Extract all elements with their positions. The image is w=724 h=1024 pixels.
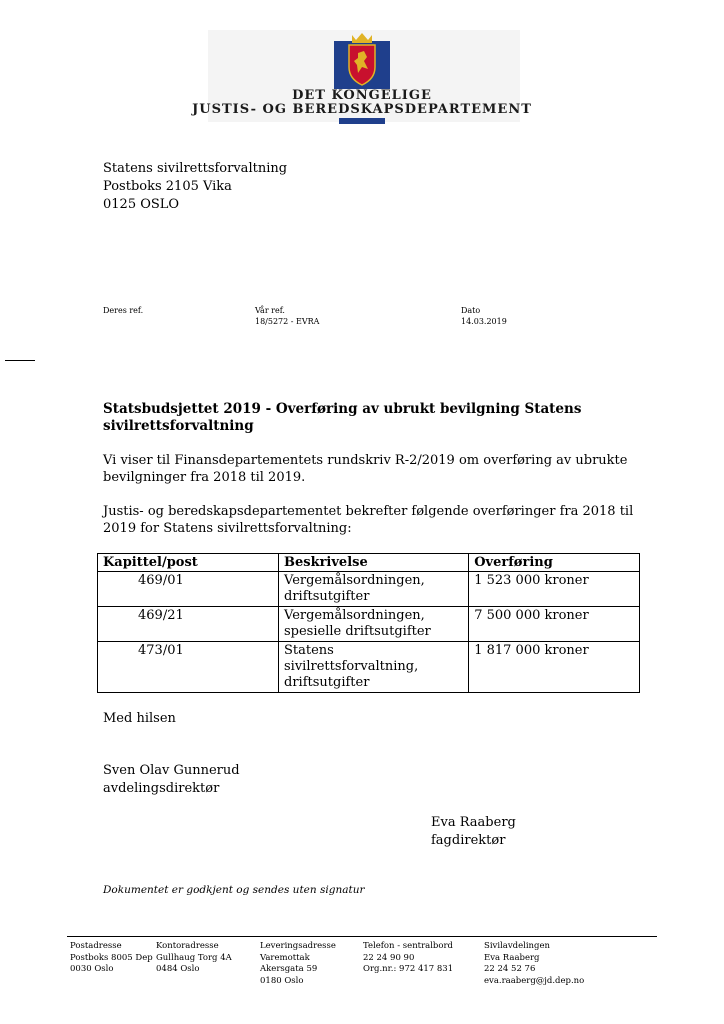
recipient-name: Statens sivilrettsforvaltning bbox=[103, 161, 288, 176]
row-amount: 1 523 000 kroner bbox=[469, 572, 640, 607]
row-description: Vergemålsordningen, driftsutgifter bbox=[279, 572, 469, 607]
fold-mark bbox=[5, 360, 35, 361]
row-amount: 1 817 000 kroner bbox=[469, 642, 640, 693]
footer-kontoradresse bbox=[156, 941, 232, 976]
footer-value: 0180 Oslo bbox=[260, 975, 304, 986]
footer-value: Varemottak bbox=[260, 952, 310, 963]
greeting: Med hilsen bbox=[103, 711, 176, 726]
letterhead-blue-bar bbox=[339, 118, 385, 124]
letter-title: Statsbudsjettet 2019 - Overføring av ubrukt bevilgning Statens sivilrettsforvaltning bbox=[103, 401, 582, 434]
row-post: 469/01 bbox=[98, 572, 279, 607]
ministry-name-line1: DET KONGELIGE bbox=[292, 88, 432, 103]
recipient-street: Postboks 2105 Vika bbox=[103, 179, 232, 194]
signer-2 bbox=[431, 814, 516, 850]
footer-value: 0030 Oslo bbox=[70, 964, 114, 974]
footer-label: Telefon - sentralbord bbox=[363, 941, 453, 951]
footer-label: Kontoradresse bbox=[156, 941, 219, 951]
var-ref bbox=[255, 305, 319, 327]
row-post: 473/01 bbox=[98, 642, 279, 693]
footer-avdeling bbox=[484, 941, 584, 987]
footer-value: Akersgata 59 bbox=[260, 964, 318, 974]
footer-value: 22 24 90 90 bbox=[363, 952, 415, 963]
footer-email[interactable]: eva.raaberg@jd.dep.no bbox=[484, 975, 585, 986]
allocation-table bbox=[97, 553, 640, 693]
var-ref-value: 18/5272 - EVRA bbox=[255, 317, 320, 326]
header-beskrivelse: Beskrivelse bbox=[279, 554, 469, 572]
footer-label: Leveringsadresse bbox=[260, 941, 336, 951]
footer-value: Org.nr.: 972 417 831 bbox=[363, 964, 454, 974]
paragraph-1: Vi viser til Finansdepartementets rundskriv R-2/2019 om overføring av ubrukte bevilgninger fra 2018 til 2019. bbox=[103, 453, 628, 485]
table-row bbox=[98, 607, 640, 642]
table-row bbox=[98, 572, 640, 607]
footer-value: 22 24 52 76 bbox=[484, 964, 536, 974]
footer-postadresse bbox=[70, 941, 153, 976]
footer-divider bbox=[67, 936, 657, 937]
footer-label: Postadresse bbox=[70, 941, 122, 951]
header-kapittel: Kapittel/post bbox=[98, 554, 279, 572]
ministry-name-line2: JUSTIS- OG BEREDSKAPSDEPARTEMENT bbox=[192, 102, 532, 117]
signer-2-name: Eva Raaberg bbox=[431, 815, 516, 830]
signer-1-title: avdelingsdirektør bbox=[103, 781, 220, 796]
var-ref-label: Vår ref. bbox=[255, 306, 285, 315]
footer-value: 0484 Oslo bbox=[156, 964, 200, 974]
row-post: 469/21 bbox=[98, 607, 279, 642]
table-row bbox=[98, 642, 640, 693]
signer-2-title: fagdirektør bbox=[431, 833, 506, 848]
footer-value: Gullhaug Torg 4A bbox=[156, 952, 232, 963]
footer-value: Postboks 8005 Dep bbox=[70, 952, 153, 963]
row-amount: 7 500 000 kroner bbox=[469, 607, 640, 642]
signer-1-name: Sven Olav Gunnerud bbox=[103, 763, 240, 778]
recipient-address bbox=[103, 160, 287, 214]
paragraph-2: Justis- og beredskapsdepartementet bekrefter følgende overføringer fra 2018 til 2019 for Statens sivilrettsforvaltning: bbox=[103, 504, 634, 536]
date-label: Dato bbox=[461, 306, 481, 315]
row-description: Vergemålsordningen, spesielle driftsutgifter bbox=[279, 607, 469, 642]
row-description: Statens sivilrettsforvaltning, driftsutgifter bbox=[279, 642, 469, 693]
approval-note: Dokumentet er godkjent og sendes uten signatur bbox=[103, 884, 365, 896]
table-header-row bbox=[98, 554, 640, 572]
footer-telefon bbox=[363, 941, 453, 976]
footer-value: Eva Raaberg bbox=[484, 952, 540, 963]
signer-1 bbox=[103, 762, 240, 798]
recipient-city: 0125 OSLO bbox=[103, 197, 180, 212]
header-overforing: Overføring bbox=[469, 554, 640, 572]
deres-ref-label: Deres ref. bbox=[103, 306, 144, 315]
date-value: 14.03.2019 bbox=[461, 317, 507, 326]
footer-label: Sivilavdelingen bbox=[484, 941, 550, 951]
date-ref bbox=[461, 305, 507, 327]
norwegian-coat-of-arms-icon bbox=[334, 31, 390, 89]
footer-leveringsadresse bbox=[260, 941, 336, 987]
